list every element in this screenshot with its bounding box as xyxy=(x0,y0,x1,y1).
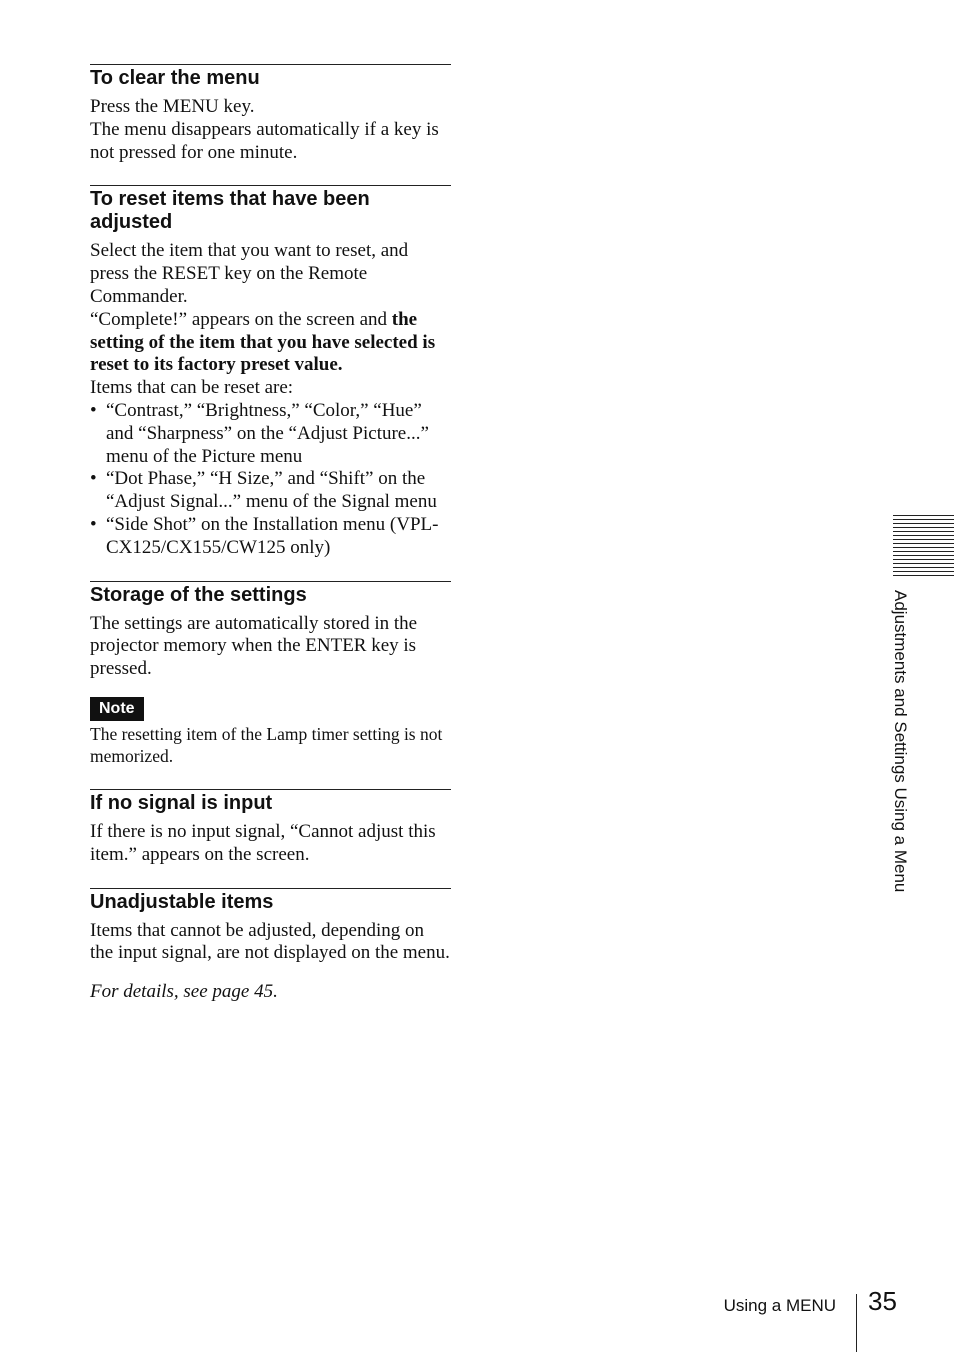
footer-divider xyxy=(856,1294,857,1352)
reset-para-2-normal: “Complete!” appears on the screen and xyxy=(90,308,392,330)
side-tab-stripes xyxy=(893,515,954,578)
page-number: 35 xyxy=(868,1286,897,1316)
storage-body: The settings are automatically stored in the projector memory when the ENTER key is pressed. xyxy=(90,612,418,680)
heading-unadjustable: Unadjustable items xyxy=(90,890,274,913)
reset-para-3: Items that can be reset are: xyxy=(90,377,294,399)
section-clear-menu xyxy=(90,64,451,164)
bullet-dot: • xyxy=(90,513,97,535)
list-item xyxy=(90,400,451,468)
list-item xyxy=(90,468,451,514)
list-item-text: “Contrast,” “Brightness,” “Color,” “Hue” and “Sharpness” on the “Adjust Picture...” menu of the Picture menu xyxy=(106,399,429,467)
list-item xyxy=(90,514,451,560)
section-storage xyxy=(90,581,451,768)
heading-storage: Storage of the settings xyxy=(90,583,307,606)
bullet-dot: • xyxy=(90,399,97,421)
clear-menu-line-2: The menu disappears automatically if a key is not pressed for one minute. xyxy=(90,118,439,163)
note-text: The resetting item of the Lamp timer setting is not memorized. xyxy=(90,723,443,767)
section-no-signal xyxy=(90,789,451,867)
page-reference: For details, see page 45. xyxy=(90,981,278,1003)
bullet-dot: • xyxy=(90,468,97,490)
list-item-text: “Dot Phase,” “H Size,” and “Shift” on the “Adjust Signal...” menu of the Signal menu xyxy=(106,468,437,513)
clear-menu-line-1: Press the MENU key. xyxy=(90,96,255,117)
side-tab-label: Adjustments and Settings Using a Menu xyxy=(891,590,910,893)
reset-para-2 xyxy=(90,309,451,377)
list-item-text: “Side Shot” on the Installation menu (VPL-CX125/CX155/CW125 only) xyxy=(106,513,439,558)
footer-section-title: Using a MENU xyxy=(723,1296,836,1315)
main-column xyxy=(90,64,451,1004)
section-unadjustable xyxy=(90,888,451,1004)
no-signal-body: If there is no input signal, “Cannot adjust this item.” appears on the screen. xyxy=(90,820,436,865)
section-reset-items xyxy=(90,185,451,559)
heading-no-signal: If no signal is input xyxy=(90,791,273,814)
reset-items-list xyxy=(90,400,451,560)
reset-para-2-bold: the setting of the item that you have selected is reset to its factory preset value. xyxy=(90,308,436,376)
heading-reset-items: To reset items that have been adjusted xyxy=(90,188,370,234)
unadjustable-body: Items that cannot be adjusted, depending on the input signal, are not displayed on the menu. xyxy=(90,919,450,964)
note-badge: Note xyxy=(90,697,144,721)
heading-clear-menu: To clear the menu xyxy=(90,67,260,89)
reset-para-1: Select the item that you want to reset, and press the RESET key on the Remote Commander. xyxy=(90,240,409,307)
